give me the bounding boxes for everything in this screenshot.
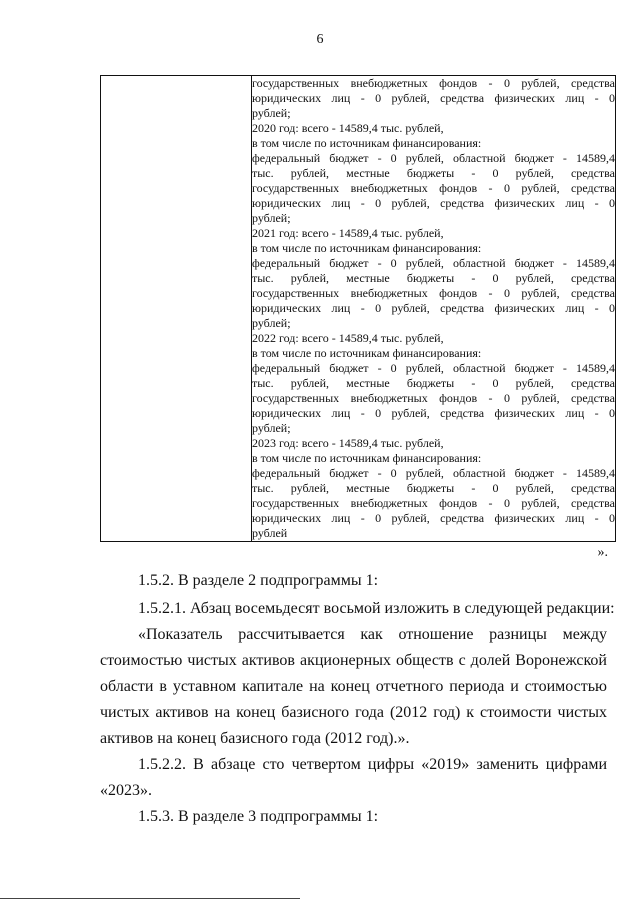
table-line: тыс. рублей, местные бюджеты - 0 рублей, средства (252, 166, 615, 180)
table-line: юридических лиц - 0 рублей, средства физических лиц - 0 (252, 91, 615, 105)
paragraph-1-5-2-2 (100, 752, 607, 804)
paragraph-line: 1.5.2. В разделе 2 подпрограммы 1: (138, 572, 379, 589)
table-line: рублей; (252, 316, 291, 330)
table-line: 2023 год: всего - 14589,4 тыс. рублей, (252, 436, 444, 450)
table-line: федеральный бюджет - 0 рублей, областной бюджет - 14589,4 (252, 466, 615, 480)
table-line: рублей (252, 526, 288, 540)
table-line: федеральный бюджет - 0 рублей, областной бюджет - 14589,4 (252, 151, 615, 165)
footer-rule (0, 898, 300, 899)
table-line: тыс. рублей, местные бюджеты - 0 рублей, средства (252, 481, 615, 495)
table-line: рублей; (252, 421, 291, 435)
table-line: в том числе по источникам финансирования: (252, 451, 482, 465)
paragraph-1-5-3 (100, 804, 607, 830)
table-right-cell (252, 76, 616, 542)
table-line: 2022 год: всего - 14589,4 тыс. рублей, (252, 331, 444, 345)
table-line: юридических лиц - 0 рублей, средства физических лиц - 0 (252, 406, 615, 420)
table-line: рублей; (252, 211, 291, 225)
table-line: в том числе по источникам финансирования: (252, 346, 482, 360)
paragraph-line: «Показатель рассчитывается как отношение разницы между (138, 626, 607, 643)
table-line: рублей; (252, 106, 291, 120)
table-line: тыс. рублей, местные бюджеты - 0 рублей, средства (252, 376, 615, 390)
table-line: государственных внебюджетных фондов - 0 рублей, средства (252, 391, 615, 405)
table-line: федеральный бюджет - 0 рублей, областной бюджет - 14589,4 (252, 361, 615, 375)
table-line: 2020 год: всего - 14589,4 тыс. рублей, (252, 121, 444, 135)
table-line: в том числе по источникам финансирования: (252, 136, 482, 150)
table-line: государственных внебюджетных фондов - 0 рублей, средства (252, 181, 615, 195)
closing-quote: ». (597, 545, 608, 560)
table-line: 2021 год: всего - 14589,4 тыс. рублей, (252, 226, 444, 240)
table-line: юридических лиц - 0 рублей, средства физических лиц - 0 (252, 196, 615, 210)
paragraph-1-5-2 (100, 568, 607, 594)
paragraph-line: «2023». (100, 782, 152, 799)
table-line: юридических лиц - 0 рублей, средства физических лиц - 0 (252, 511, 615, 525)
paragraph-1-5-2-1 (100, 596, 615, 622)
paragraph-line: 1.5.2.2. В абзаце сто четвертом цифры «2019» заменить цифрами (138, 756, 607, 773)
page-number: 6 (316, 32, 324, 47)
table-row (101, 76, 616, 542)
table-line: юридических лиц - 0 рублей, средства физических лиц - 0 (252, 301, 615, 315)
paragraph-line: стоимостью чистых активов акционерных обществ с долей Воронежской (100, 652, 607, 669)
paragraph-line: чистых активов на конец базисного года (2012 год) к стоимости чистых (100, 704, 607, 721)
table-line: государственных внебюджетных фондов - 0 рублей, средства (252, 286, 615, 300)
funding-table (100, 75, 616, 542)
table-text-lines (252, 76, 615, 541)
table-line: государственных внебюджетных фондов - 0 рублей, средства (252, 76, 615, 90)
table-line: в том числе по источникам финансирования: (252, 241, 482, 255)
table-line: государственных внебюджетных фондов - 0 рублей, средства (252, 496, 615, 510)
paragraph-line: активов на конец базисного года (2012 год).». (100, 730, 410, 747)
paragraph-quote-indicator (100, 622, 607, 752)
paragraph-line: области в уставном капитале на конец отчетного периода и стоимостью (100, 678, 607, 695)
table-line: федеральный бюджет - 0 рублей, областной бюджет - 14589,4 (252, 256, 615, 270)
paragraph-line: 1.5.3. В разделе 3 подпрограммы 1: (138, 808, 379, 825)
paragraph-line: 1.5.2.1. Абзац восемьдесят восьмой изложить в следующей редакции: (138, 600, 615, 617)
table-line: тыс. рублей, местные бюджеты - 0 рублей, средства (252, 271, 615, 285)
table-left-cell (101, 76, 252, 542)
